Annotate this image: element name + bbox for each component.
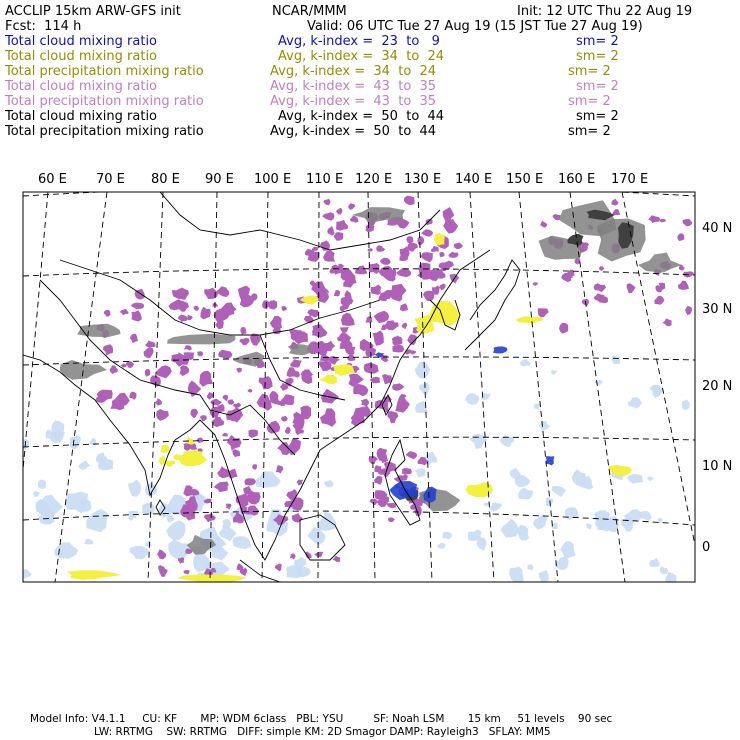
model-info-line1: Model Info: V4.1.1 CU: KF MP: WDM 6class PBL: YSU SF: Noah LSM 15 km 51 levels 90 sec xyxy=(30,713,613,725)
longitude-label: 160 E xyxy=(558,172,596,187)
org-label: NCAR/MMM xyxy=(272,4,347,19)
longitude-label: 90 E xyxy=(205,172,234,187)
longitude-label: 70 E xyxy=(96,172,125,187)
legend-sm-label: sm= 2 xyxy=(576,34,619,49)
longitude-label: 130 E xyxy=(404,172,442,187)
longitude-label: 120 E xyxy=(355,172,393,187)
legend-avg-label: Avg, k-index = 43 to 35 xyxy=(270,79,437,94)
model-title: ACCLIP 15km ARW-GFS init xyxy=(5,4,181,19)
light-blue-cloud-area xyxy=(38,480,46,489)
legend-field-label: Total cloud mixing ratio xyxy=(5,109,158,124)
legend-field-label: Total cloud mixing ratio xyxy=(5,34,158,49)
forecast-hour: Fcst: 114 h xyxy=(5,19,82,34)
legend-field-label: Total cloud mixing ratio xyxy=(5,49,158,64)
legend-field-label: Total precipitation mixing ratio xyxy=(5,64,204,79)
legend-sm-label: sm= 2 xyxy=(576,49,619,64)
longitude-label: 100 E xyxy=(254,172,292,187)
longitude-label: 110 E xyxy=(306,172,344,187)
latitude-label: 30 N xyxy=(702,302,733,317)
latitude-label: 40 N xyxy=(702,221,733,236)
legend-field-label: Total precipitation mixing ratio xyxy=(5,94,204,109)
legend-field-label: Total cloud mixing ratio xyxy=(5,79,158,94)
legend-sm-label: sm= 2 xyxy=(568,94,611,109)
legend-avg-label: Avg, k-index = 34 to 24 xyxy=(270,64,437,79)
legend-sm-label: sm= 2 xyxy=(568,124,611,139)
latitude-label: 10 N xyxy=(702,459,733,474)
legend-sm-label: sm= 2 xyxy=(568,64,611,79)
longitude-label: 170 E xyxy=(611,172,649,187)
legend-sm-label: sm= 2 xyxy=(576,79,619,94)
legend-sm-label: sm= 2 xyxy=(576,109,619,124)
legend-avg-label: Avg, k-index = 50 to 44 xyxy=(278,109,445,124)
valid-time: Valid: 06 UTC Tue 27 Aug 19 (15 JST Tue 27 Aug 19) xyxy=(307,19,643,34)
legend-avg-label: Avg, k-index = 50 to 44 xyxy=(270,124,437,139)
purple-cloud-area xyxy=(402,468,412,475)
latitude-label: 20 N xyxy=(702,379,733,394)
latitude-label: 0 xyxy=(702,540,711,555)
longitude-label: 60 E xyxy=(38,172,67,187)
longitude-label: 150 E xyxy=(506,172,544,187)
legend-avg-label: Avg, k-index = 23 to 9 xyxy=(278,34,440,49)
legend-avg-label: Avg, k-index = 43 to 35 xyxy=(270,94,437,109)
init-time: Init: 12 UTC Thu 22 Aug 19 xyxy=(517,4,693,19)
legend-avg-label: Avg, k-index = 34 to 24 xyxy=(278,49,445,64)
longitude-label: 80 E xyxy=(151,172,180,187)
longitude-label: 140 E xyxy=(455,172,493,187)
light-blue-cloud-area xyxy=(142,503,154,514)
legend-field-label: Total precipitation mixing ratio xyxy=(5,124,204,139)
model-info-line2: LW: RRTMG SW: RRTMG DIFF: simple KM: 2D Smagor DAMP: Rayleigh3 SFLAY: MM5 xyxy=(94,726,551,738)
